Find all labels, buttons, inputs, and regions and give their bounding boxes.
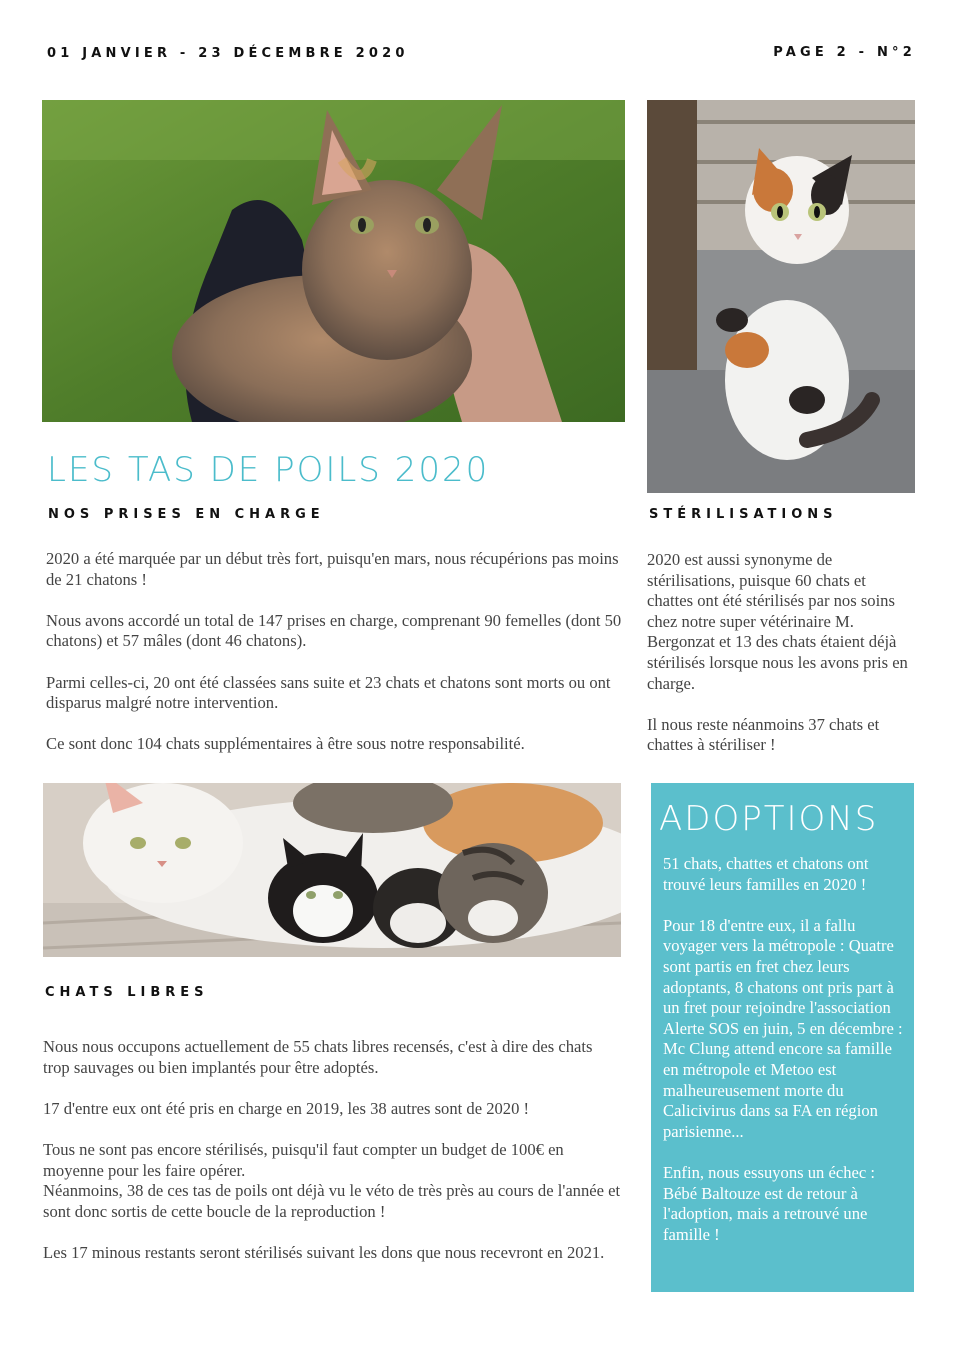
libres-paragraph-4: Les 17 minous restants seront stérilisés suivant les dons que nous recevront en 2021.	[43, 1242, 605, 1262]
photo-tabby-cat	[42, 100, 625, 422]
adoptions-paragraph-2: Pour 18 d'entre eux, il a fallu voyager vers la métropole : Quatre sont partis en fret chez leurs adoptants, 8 chatons ont pris part à un fret pour rejoindre l'association Alerte SOS en juin, 5 en décembre : Mc Clung attend encore sa famille en métropole et Metoo est malheureusement morte du Calicivirus dans sa FA en région parisienne...	[663, 915, 903, 1141]
main-paragraph-1: 2020 a été marquée par un début très fort, puisqu'en mars, nous récupérions pas moins de 21 chatons !	[46, 549, 619, 589]
main-paragraph-3: Parmi celles-ci, 20 ont été classées sans suite et 23 chats et chatons sont morts ou ont disparus malgré notre intervention.	[46, 672, 611, 713]
photo-calico-kitten	[647, 100, 915, 493]
main-text	[46, 549, 626, 755]
adoptions-paragraph-3: Enfin, nous essuyons un échec : Bébé Baltouze est de retour à l'adoption, mais a retrouvé une famille !	[663, 1162, 875, 1244]
tabby-cat-image	[42, 100, 625, 422]
cat-kittens-image	[43, 783, 621, 957]
libres-paragraph-3b: Néanmoins, 38 de ces tas de poils ont déjà vu le véto de très près au cours de l'année et sont donc sortis de cette boucle de la reproduction !	[43, 1181, 621, 1221]
main-title: LES TAS DE POILS 2020	[47, 450, 490, 490]
adoptions-title: ADOPTIONS	[659, 799, 879, 839]
libres-text	[43, 1037, 623, 1264]
adoptions-box	[651, 783, 914, 1292]
calico-kitten-image	[647, 100, 915, 493]
adoptions-text	[663, 854, 907, 1245]
adoptions-paragraph-1: 51 chats, chattes et chatons ont trouvé leurs familles en 2020 !	[663, 854, 869, 894]
subtitle-prises-en-charge: NOS PRISES EN CHARGE	[48, 507, 325, 522]
main-paragraph-2: Nous avons accordé un total de 147 prises en charge, comprenant 90 femelles (dont 50 chatons) et 57 mâles (dont 46 chatons).	[46, 610, 622, 651]
date-range: 01 JANVIER - 23 DÉCEMBRE 2020	[47, 46, 409, 61]
sterilisations-text	[647, 550, 915, 756]
photo-cat-kittens	[43, 783, 621, 957]
page-number: PAGE 2 - N°2	[773, 45, 916, 60]
main-paragraph-4: Ce sont donc 104 chats supplémentaires à être sous notre responsabilité.	[46, 734, 525, 754]
sterilisations-paragraph-2: Il nous reste néanmoins 37 chats et chattes à stériliser !	[647, 714, 880, 755]
sterilisations-paragraph-1: 2020 est aussi synonyme de stérilisations, puisque 60 chats et chattes ont été stérilisés par nos soins chez notre super vétérinaire M. Bergonzat et 13 des chats étaient déjà stérilisés lorsque nous les avons pris en charge.	[647, 550, 908, 693]
libres-paragraph-1: Nous nous occupons actuellement de 55 chats libres recensés, c'est à dire des chats trop sauvages ou bien implantés pour être adoptés.	[43, 1037, 593, 1077]
subtitle-chats-libres: CHATS LIBRES	[45, 985, 209, 1000]
libres-paragraph-3a: Tous ne sont pas encore stérilisés, puisqu'il faut compter un budget de 100€ en moyenne pour les faire opérer.	[43, 1139, 564, 1180]
libres-paragraph-2: 17 d'entre eux ont été pris en charge en 2019, les 38 autres sont de 2020 !	[43, 1098, 530, 1118]
subtitle-sterilisations: STÉRILISATIONS	[649, 507, 838, 522]
